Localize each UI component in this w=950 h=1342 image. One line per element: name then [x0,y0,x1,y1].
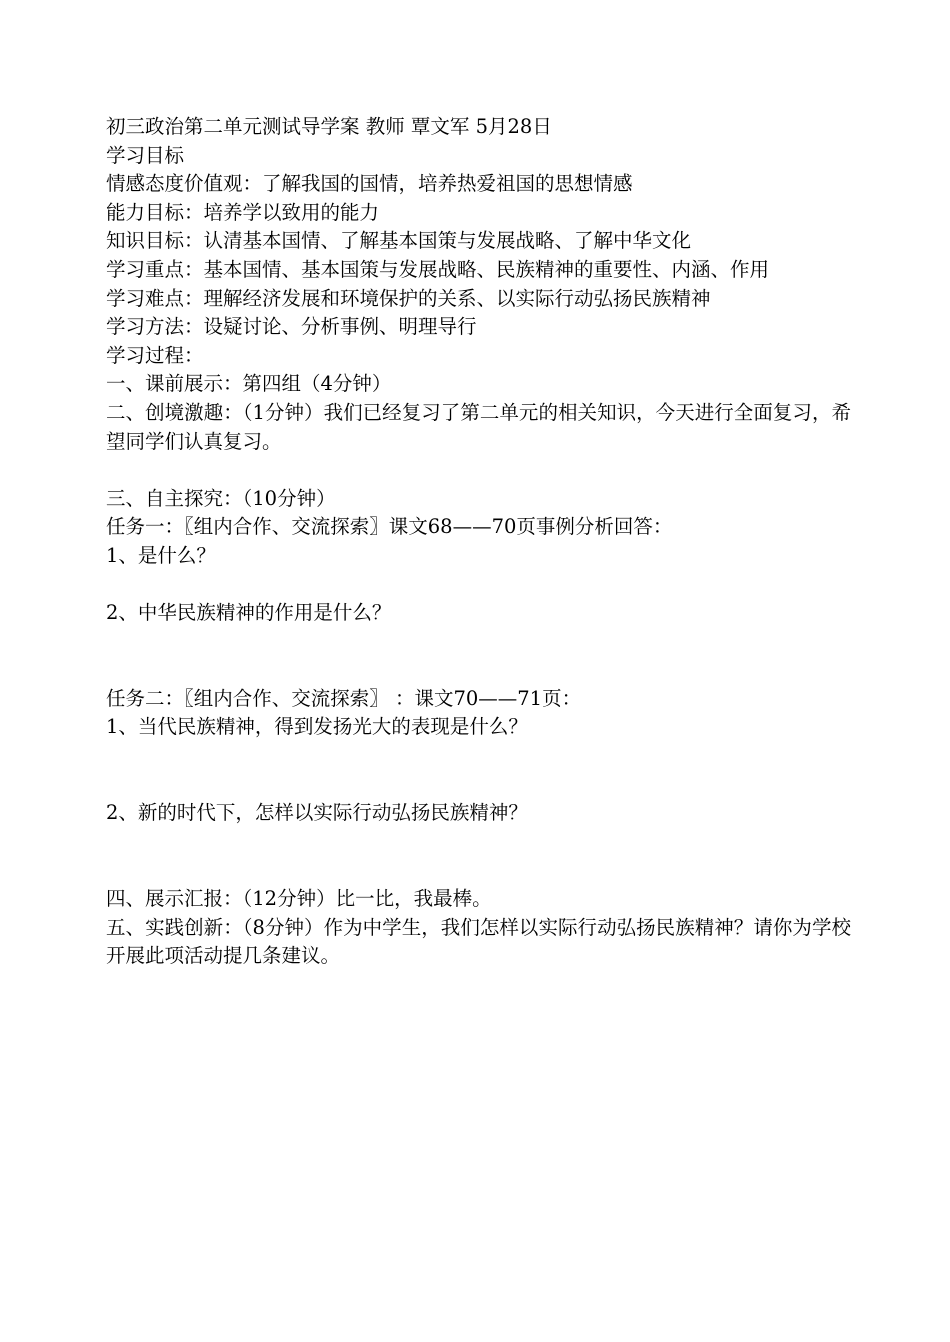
task-1-question-2: 2、中华民族精神的作用是什么？ [106,601,392,625]
task-2-heading: 任务二：〖组内合作、交流探索〗 ：课文70——71页： [106,686,582,710]
process-heading: 学习过程： [106,343,204,367]
task-2-question-2: 2、新的时代下，怎样以实际行动弘扬民族精神？ [106,801,528,825]
document-title: 初三政治第二单元测试导学案 教师 覃文军 5月28日 [106,115,552,138]
step-3: 三、自主探究：（10分钟） [106,486,336,510]
task-1-heading: 任务一：〖组内合作、交流探索〗课文68——70页事例分析回答： [106,515,673,539]
document-body [106,113,851,971]
step-4: 四、展示汇报：（12分钟）比一比，我最棒。 [106,887,492,911]
difficulties: 学习难点：理解经济发展和环境保护的关系、以实际行动弘扬民族精神 [106,286,711,310]
objective-ability: 能力目标：培养学以致用的能力 [106,200,380,224]
step-2: 二、创境激趣：（1分钟）我们已经复习了第二单元的相关知识，今天进行全面复习，希望同学们认真复习。 [106,400,851,453]
objectives-heading: 学习目标 [106,143,185,167]
task-2-question-1: 1、当代民族精神，得到发扬光大的表现是什么？ [106,715,528,739]
key-points: 学习重点：基本国情、基本国策与发展战略、民族精神的重要性、内涵、作用 [106,257,770,281]
spacer [106,456,851,485]
step-1: 一、课前展示：第四组（4分钟） [106,372,392,396]
spacer [106,628,851,685]
methods: 学习方法：设疑讨论、分析事例、明理导行 [106,315,477,339]
task-1-question-1: 1、是什么？ [106,543,216,567]
spacer [106,742,851,799]
spacer [106,571,851,600]
spacer [106,828,851,885]
step-5: 五、实践创新：（8分钟）作为中学生，我们怎样以实际行动弘扬民族精神？请你为学校开展此项活动提几条建议。 [106,915,851,968]
objective-knowledge: 知识目标：认清基本国情、了解基本国策与发展战略、了解中华文化 [106,229,692,253]
objective-emotion: 情感态度价值观：了解我国的国情，培养热爱祖国的思想情感 [106,172,633,196]
